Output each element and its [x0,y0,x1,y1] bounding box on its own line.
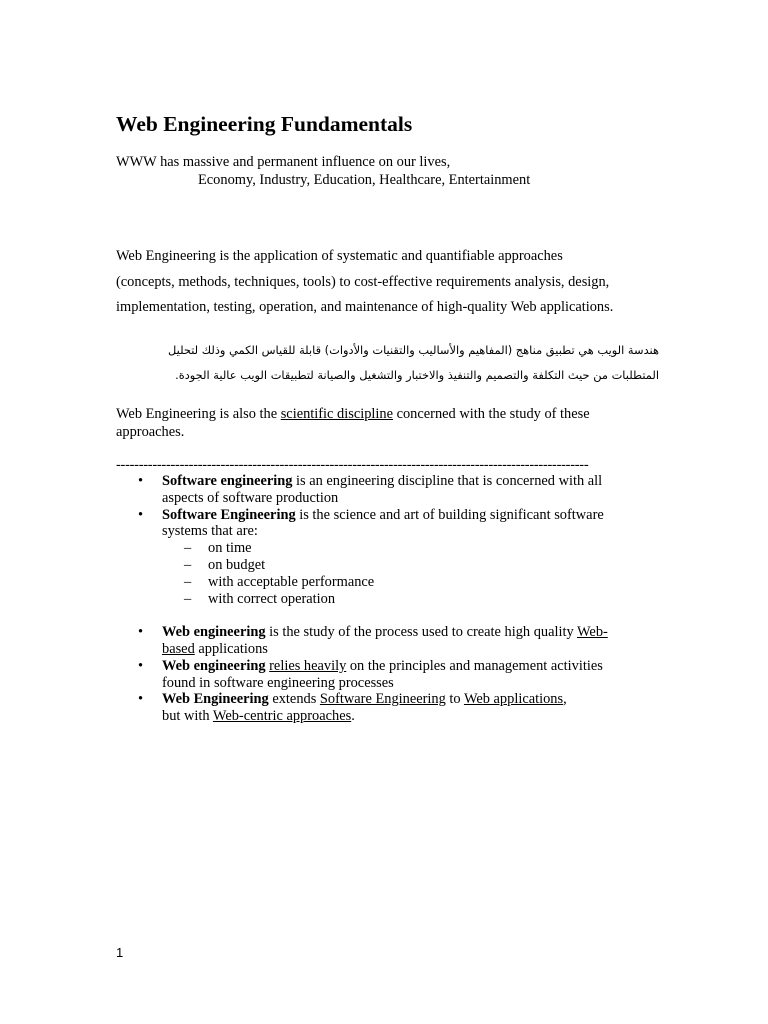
bold-term: Web engineering [162,624,266,641]
dash-icon: – [184,573,192,590]
sub-item-label: on time [208,540,252,557]
text-run: is the science and art of building significant software [295,506,604,523]
bullet-icon: • [138,657,144,674]
sub-item-label: on budget [208,556,266,573]
text-run: Web Engineering is also the [116,406,281,422]
bullet-icon: • [138,506,144,523]
arabic-line: المتطلبات من حيث التكلفة والتصميم والتنفيذ والاختبار والتشغيل والصيانة لتطبيقات الويب عالية الجودة. [175,368,659,382]
also-line: approaches. [116,424,185,440]
list-item [116,658,656,692]
sub-list-item [116,574,656,591]
sub-item-label: with acceptable performance [208,573,375,590]
web-centric-approaches-link: Web-centric approaches [212,708,352,725]
bold-term: Web Engineering [162,691,269,708]
also-line [116,405,590,423]
text-run: extends [268,691,320,708]
list-item [116,507,656,541]
text-run: , [563,691,567,708]
arabic-line: هندسة الويب هي تطبيق مناهج (المفاهيم والأساليب والتقنيات والأدوات) قابلة للقياس الكمي وذلك لتحليل [168,343,659,357]
dash-icon: – [184,540,192,557]
definition-line: implementation, testing, operation, and maintenance of high-quality Web applications. [116,299,614,315]
web-based-link: based [162,640,195,657]
text-run: is an engineering discipline that is concerned with all [292,473,603,489]
dash-icon: – [184,556,192,573]
text-run: . [351,708,355,725]
list-item [116,691,656,725]
relies-heavily-link: relies heavily [269,657,347,674]
list-item [116,624,656,658]
dashed-separator: -------------------------------------------------------------------------------------------------------- [116,457,589,473]
web-applications-link: Web applications [463,691,564,708]
sub-item-label: with correct operation [208,590,336,607]
bold-term: Software Engineering [162,506,296,523]
page-number: 1 [116,945,124,960]
bullet-icon: • [138,624,144,641]
text-run: to [445,691,464,708]
text-run: aspects of software production [162,489,339,506]
bullet-icon: • [138,691,144,708]
dash-icon: – [184,590,192,607]
text-run: applications [194,640,268,657]
spacer [116,607,656,624]
intro-domains-line: Economy, Industry, Education, Healthcare, Entertainment [198,172,531,188]
sub-list-item [116,540,656,557]
page-title: Web Engineering Fundamentals [116,112,413,136]
definition-line: (concepts, methods, techniques, tools) to cost-effective requirements analysis, design, [116,273,610,290]
software-engineering-link: Software Engineering [319,691,446,708]
text-run: concerned with the study of these [393,406,590,422]
text-run: is the study of the process used to create high quality [265,624,577,641]
intro-line: WWW has massive and permanent influence on our lives, [116,154,451,170]
sub-list-item [116,557,656,574]
intro-paragraph [116,153,530,189]
scientific-discipline-link: scientific discipline [280,406,393,422]
list-item [116,473,656,507]
text-run: on the principles and management activities [346,657,603,674]
bullet-icon: • [138,473,144,489]
definition-line: Web Engineering is the application of systematic and quantifiable approaches [116,248,563,264]
bold-term: Web engineering [162,657,266,674]
scientific-discipline-paragraph [116,405,590,441]
web-based-link: Web- [577,624,608,641]
sub-list-item [116,591,656,608]
text-run: found in software engineering processes [162,674,394,691]
bullet-list [116,473,656,725]
text-run: but with [162,708,213,725]
text-run: systems that are: [162,523,258,540]
bold-term: Software engineering [162,473,293,489]
arabic-definition [140,338,659,388]
definition-paragraph [116,244,676,321]
